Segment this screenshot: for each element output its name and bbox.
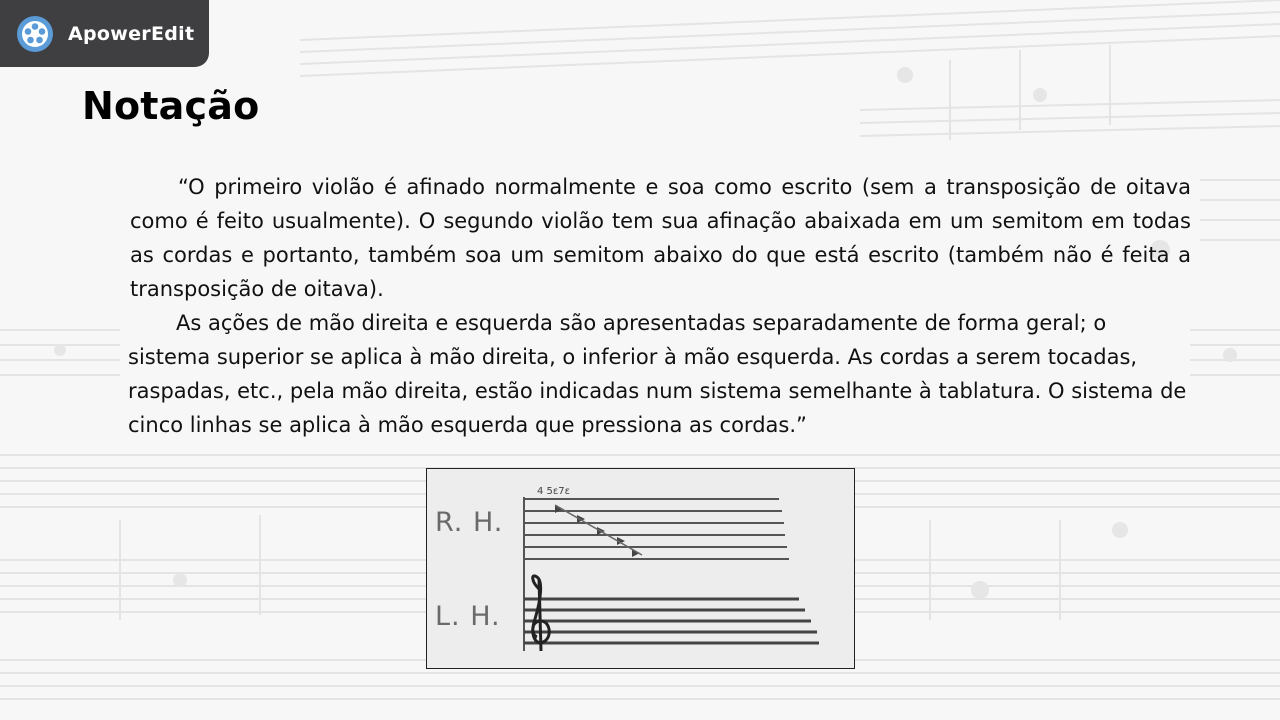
notation-figure xyxy=(426,468,855,669)
slide-title: Notação xyxy=(82,84,260,128)
watermark-app-name: ApowerEdit xyxy=(68,22,195,45)
paragraph-1: “O primeiro violão é afinado normalmente e soa como escrito (sem a transposição de oitava como é feito usualmente). O segundo violão tem sua afinação abaixada em um semitom em todas as cordas e portanto, também soa um semitom abaixo do que está escrito (também não é feita a transposição de oitava). xyxy=(130,175,1191,301)
treble-clef-icon xyxy=(533,576,550,651)
slide-body xyxy=(130,170,1191,442)
notation-staves xyxy=(427,469,856,670)
right-hand-staff xyxy=(524,499,789,559)
apoweredit-watermark xyxy=(0,0,209,67)
left-hand-staff xyxy=(524,599,819,643)
paragraph-2: As ações de mão direita e esquerda são apresentadas separadamente de forma geral; o sistema superior se aplica à mão direita, o inferior à mão esquerda. As cordas a serem tocadas, raspadas, etc., pela mão direita, estão indicadas num sistema semelhante à tablatura. O sistema de cinco linhas se aplica à mão esquerda que pressiona as cordas.” xyxy=(128,311,1187,437)
left-hand-label: L. H. xyxy=(435,601,501,632)
svg-text:4 5ε7ε: 4 5ε7ε xyxy=(537,486,571,497)
film-reel-icon xyxy=(16,15,54,53)
right-hand-label: R. H. xyxy=(435,507,504,538)
